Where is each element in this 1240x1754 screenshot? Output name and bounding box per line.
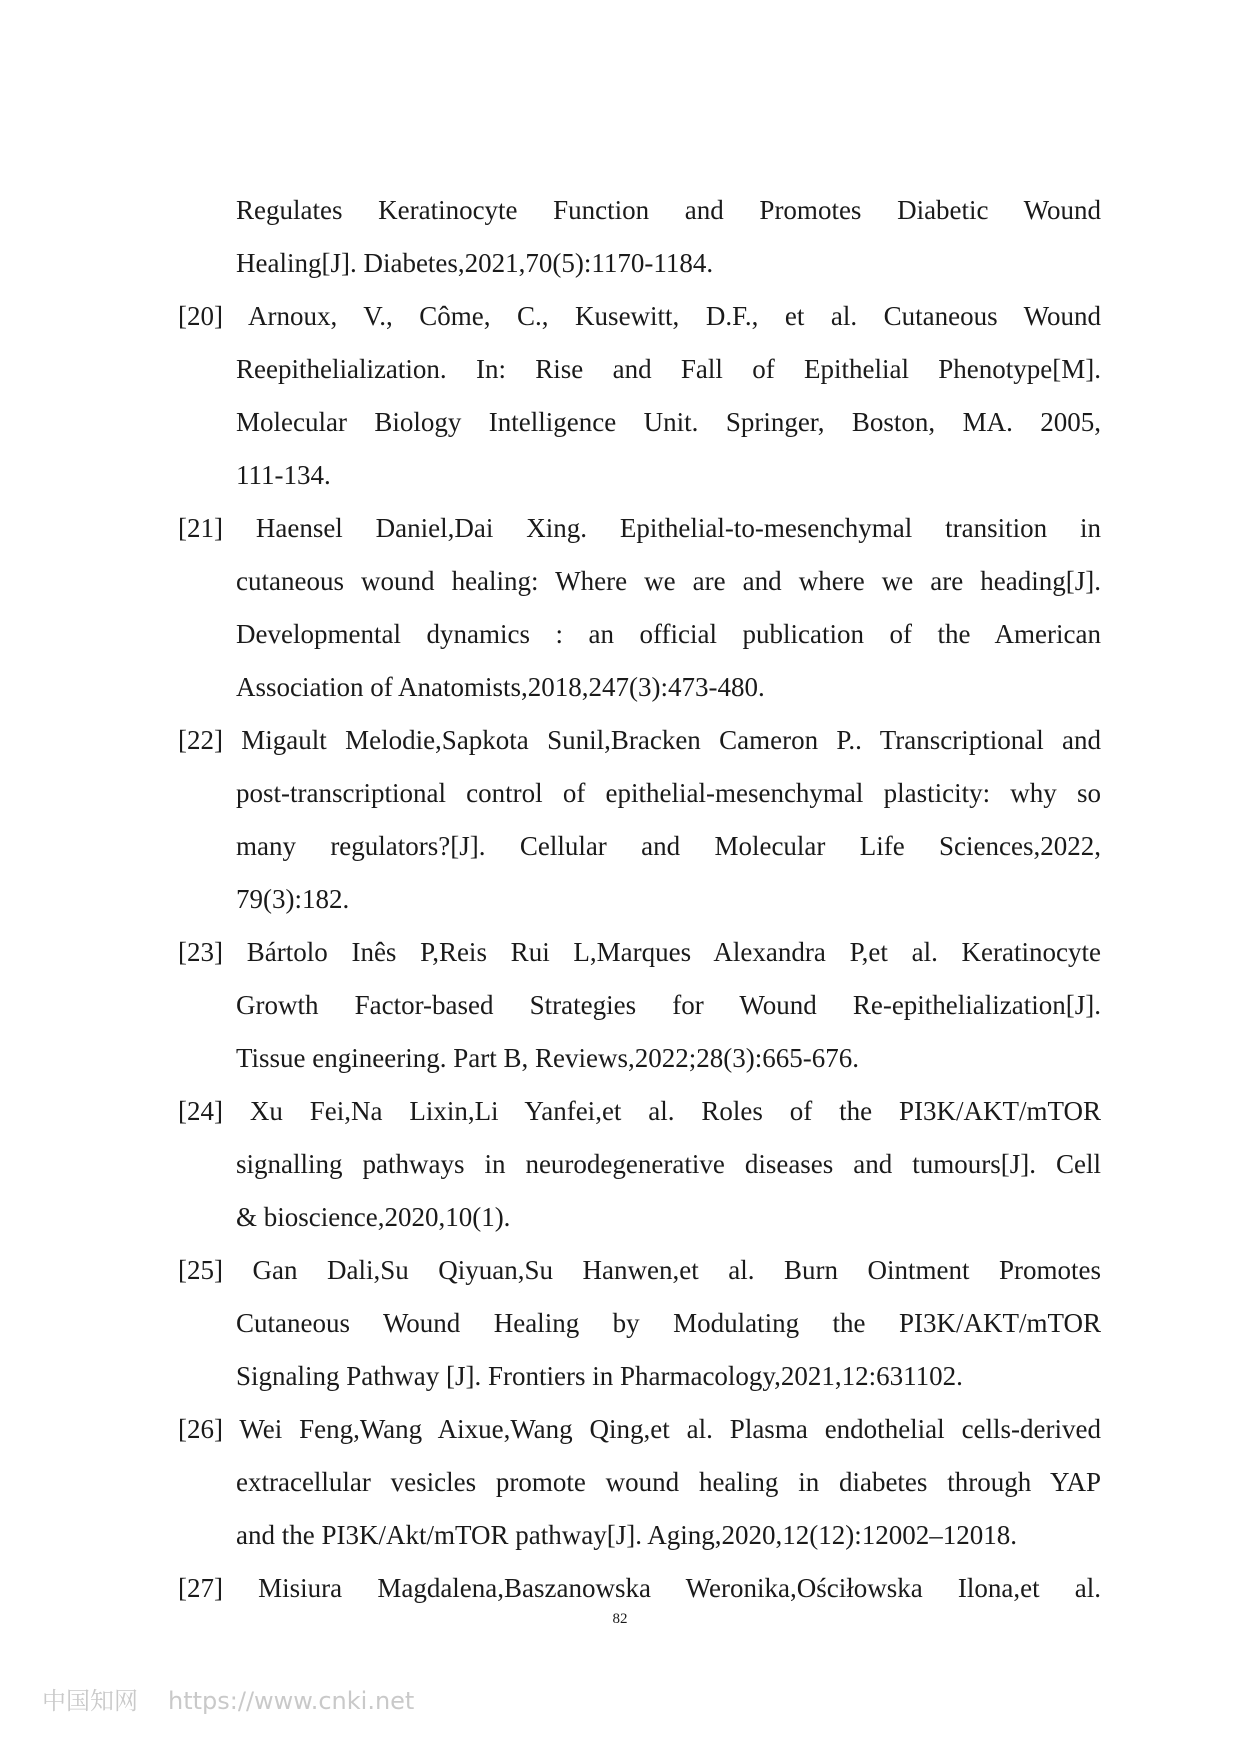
reference-line: [25] Gan Dali,Su Qiyuan,Su Hanwen,et al. Burn Ointment Promotes <box>178 1255 1101 1285</box>
reference-line: [24] Xu Fei,Na Lixin,Li Yanfei,et al. Roles of the PI3K/AKT/mTOR <box>178 1096 1101 1126</box>
reference-line: 111-134. <box>236 460 331 490</box>
reference-line: [23] Bártolo Inês P,Reis Rui L,Marques Alexandra P,et al. Keratinocyte <box>178 937 1101 967</box>
page-number: 82 <box>612 1611 628 1627</box>
reference-line: Cutaneous Wound Healing by Modulating the PI3K/AKT/mTOR <box>236 1308 1101 1338</box>
watermark-logo-text: 中国知网 <box>42 1687 138 1715</box>
reference-line: [27] Misiura Magdalena,Baszanowska Weronika,Ościłowska Ilona,et al. <box>178 1573 1101 1603</box>
reference-line: [22] Migault Melodie,Sapkota Sunil,Bracken Cameron P.. Transcriptional and <box>178 725 1101 755</box>
cnki-watermark <box>42 1686 414 1716</box>
reference-line: Reepithelialization. In: Rise and Fall of Epithelial Phenotype[M]. <box>236 354 1101 384</box>
reference-line: signalling pathways in neurodegenerative diseases and tumours[J]. Cell <box>236 1149 1101 1179</box>
reference-line: 79(3):182. <box>236 884 350 914</box>
reference-line: Growth Factor-based Strategies for Wound Re-epithelialization[J]. <box>236 990 1101 1020</box>
reference-line: Association of Anatomists,2018,247(3):473-480. <box>236 672 765 702</box>
watermark-url: https://www.cnki.net <box>168 1687 415 1715</box>
reference-line: and the PI3K/Akt/mTOR pathway[J]. Aging,2020,12(12):12002–12018. <box>236 1520 1017 1550</box>
reference-line: post-transcriptional control of epithelial-mesenchymal plasticity: why so <box>236 778 1101 808</box>
reference-line: Molecular Biology Intelligence Unit. Springer, Boston, MA. 2005, <box>236 407 1101 437</box>
reference-line: many regulators?[J]. Cellular and Molecular Life Sciences,2022, <box>236 831 1101 861</box>
reference-line: Developmental dynamics : an official publication of the American <box>236 619 1101 649</box>
reference-line: Regulates Keratinocyte Function and Promotes Diabetic Wound <box>236 195 1101 225</box>
reference-line: [26] Wei Feng,Wang Aixue,Wang Qing,et al. Plasma endothelial cells-derived <box>178 1414 1101 1444</box>
reference-line: Signaling Pathway [J]. Frontiers in Pharmacology,2021,12:631102. <box>236 1361 963 1391</box>
reference-line: extracellular vesicles promote wound healing in diabetes through YAP <box>236 1467 1101 1497</box>
reference-line: [21] Haensel Daniel,Dai Xing. Epithelial-to-mesenchymal transition in <box>178 513 1101 543</box>
reference-line: cutaneous wound healing: Where we are and where we are heading[J]. <box>236 566 1101 596</box>
reference-line: [20] Arnoux, V., Côme, C., Kusewitt, D.F., et al. Cutaneous Wound <box>178 301 1101 331</box>
reference-line: Healing[J]. Diabetes,2021,70(5):1170-1184. <box>236 248 714 278</box>
reference-line: Tissue engineering. Part B, Reviews,2022;28(3):665-676. <box>236 1043 859 1073</box>
reference-line: & bioscience,2020,10(1). <box>236 1202 511 1232</box>
